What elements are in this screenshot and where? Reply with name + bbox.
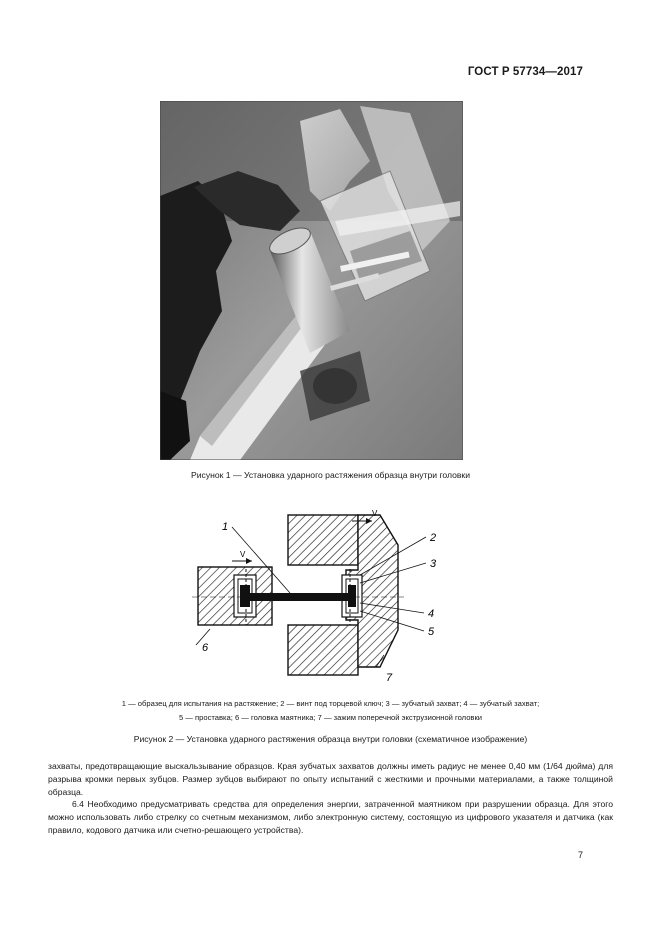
- figure2-caption: Рисунок 2 — Установка ударного растяжения образца внутри головки (схематичное изображение): [133, 734, 528, 744]
- legend-line-1: 1 — образец для испытания на растяжение; 2 — винт под торцевой ключ; 3 — зубчатый захват; 4 — зубчатый захват;: [121, 699, 540, 708]
- figure2-schematic: [188, 505, 448, 685]
- body-text: [48, 760, 613, 837]
- document-header: ГОСТ Р 57734—2017: [467, 66, 583, 78]
- lower-clamp-block: [288, 625, 358, 675]
- callout-6: 6: [202, 642, 209, 654]
- velocity-label-left: V: [240, 550, 246, 559]
- callout-1: 1: [222, 521, 229, 533]
- figure2-legend: [48, 697, 613, 725]
- figure1-caption: Рисунок 1 — Установка ударного растяжения образца внутри головки: [191, 470, 470, 480]
- callout-2: 2: [430, 532, 437, 544]
- callout-5: 5: [428, 626, 435, 638]
- upper-clamp-block: [288, 515, 358, 565]
- page-number: 7: [577, 850, 583, 860]
- figure1-photo: [160, 101, 463, 460]
- legend-line-2: 5 — проставка; 6 — головка маятника; 7 — зажим поперечной экструзионной головки: [178, 713, 483, 722]
- callout-3: 3: [430, 558, 437, 570]
- paragraph-1: захваты, предотвращающие выскальзывание образцов. Края зубчатых захватов должны иметь радиус не менее 0,40 мм (1/64 дюйма) для разрыва кромки первых зубцов. Размер зубцов выбирают по опыту испытаний с жесткими и прочными материалами, а также толщиной образца.: [48, 761, 613, 797]
- velocity-label-right: V: [372, 509, 378, 518]
- paragraph-6-4: 6.4 Необходимо предусматривать средства для определения энергии, затраченной маятником при разрушении образца. Для этого можно использовать либо стрелку со счетным механизмом, либо электронную систему, состоящую из цифрового указателя и датчика (как правило, кодового датчика или счетно-решающего устройства).: [48, 799, 613, 835]
- callout-4: 4: [428, 608, 435, 620]
- callout-7: 7: [386, 672, 393, 684]
